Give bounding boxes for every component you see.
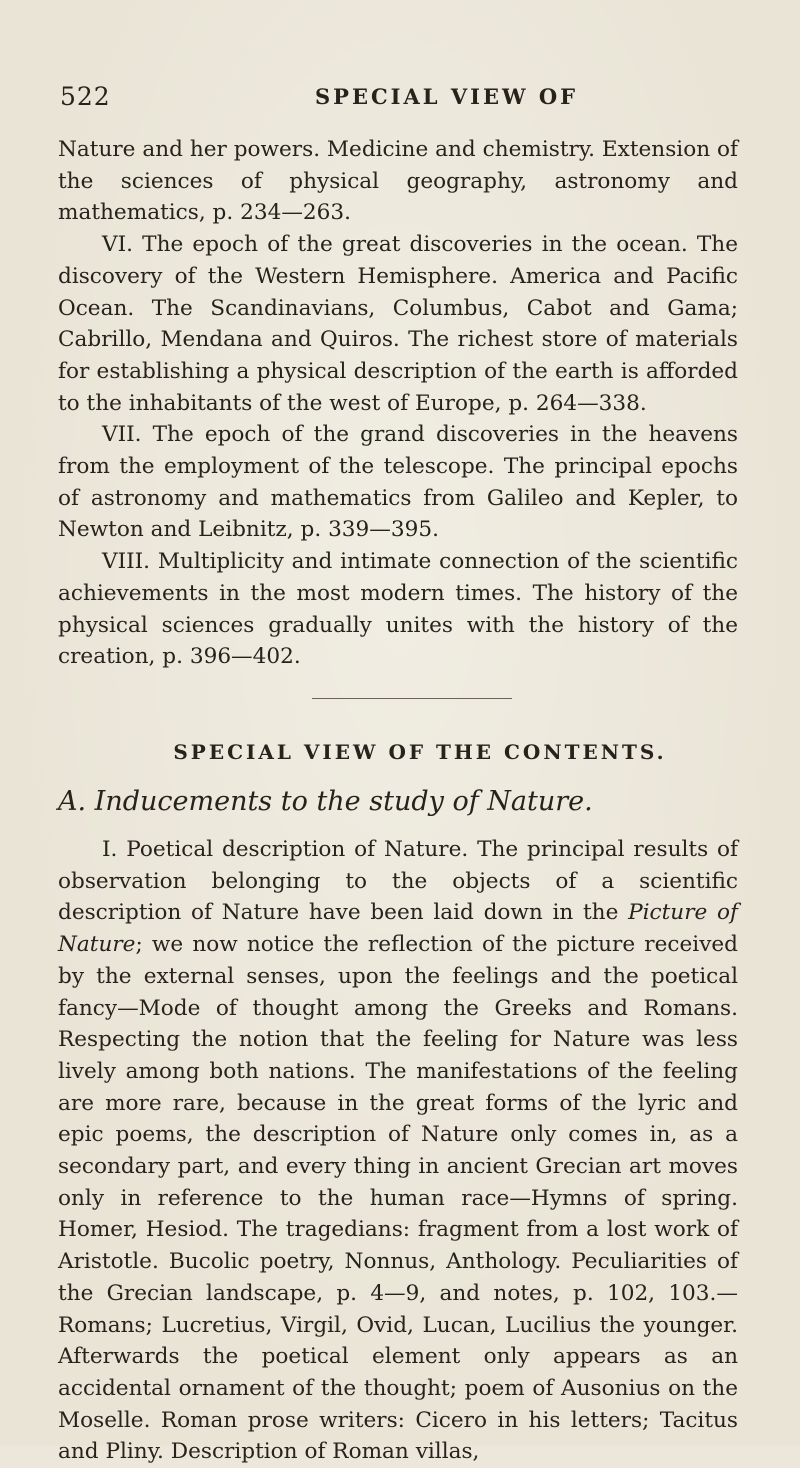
contents-paragraph-viii: VIII. Multiplicity and intimate connection of the scientific achievements in the most modern times. The history of the physical sciences gradually unites with the history of the creation, p. 396—402.: [58, 549, 738, 670]
contents-paragraph-vi: VI. The epoch of the great discoveries in the ocean. The discovery of the Western Hemisphere. America and Pacific Ocean. The Scandinavians, Columbus, Cabot and Gama; Cabrillo, Mendana and Quiros. The richest store of materials for establishing a physical description of the earth is afforded to the inhabitants of the west of Europe, p. 264—338.: [58, 232, 738, 416]
page-number: 522: [60, 82, 111, 111]
paragraph-i-text-end: ; we now notice the reflection of the picture received by the external senses, upon the feelings and the poetical fancy—Mode of thought among the Greeks and Romans. Respecting the notion that the feeling for Nature was less lively among both nations. The manifestations of the feeling are more rare, because in the great forms of the lyric and epic poems, the description of Nature only comes in, as a secondary part, and every thing in ancient Grecian art moves only in reference to the human race—Hymns of spring. Homer, Hesiod. The tragedians: fragment from a lost work of Aristotle. Bucolic poetry, Nonnus, Anthology. Peculiarities of the Grecian landscape, p. 4—9, and notes, p. 102, 103.—Romans; Lucretius, Virgil, Ovid, Lucan, Lucilius the younger. Afterwards the poetical element only appears as an accidental ornament of the thought; poem of Ausonius on the Moselle. Roman prose writers: Cicero in his letters; Tacitus and Pliny. Description of Roman villas,: [58, 932, 738, 1465]
continued-contents: [58, 134, 738, 673]
paragraph-i-italic-title: Picture of Nature: [58, 900, 738, 958]
section-divider-rule: [312, 698, 512, 699]
contents-paragraph-continued: Nature and her powers. Medicine and chemistry. Extension of the sciences of physical geography, astronomy and mathematics, p. 234—263.: [58, 137, 738, 226]
section-subhead: A. Inducements to the study of Nature.: [58, 786, 593, 817]
contents-paragraph-vii: VII. The epoch of the grand discoveries in the heavens from the employment of the telescope. The principal epochs of astronomy and mathematics from Galileo and Kepler, to Newton and Leibnitz, p. 339—395.: [58, 422, 738, 543]
running-head: SPECIAL VIEW OF: [315, 84, 579, 109]
page-header: [60, 76, 740, 116]
contents-paragraph-i: [58, 834, 738, 1468]
section-contents: [58, 834, 738, 1468]
paragraph-i-text-start: I. Poetical description of Nature. The principal results of observation belonging to the objects of a scientific description of Nature have been laid down in the: [58, 837, 738, 926]
section-title: SPECIAL VIEW OF THE CONTENTS.: [173, 740, 667, 764]
